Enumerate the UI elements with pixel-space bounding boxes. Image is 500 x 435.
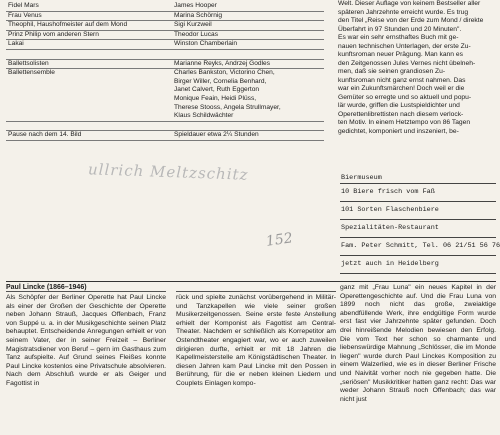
- text-line: kunftsroman nicht ganz ernst nahmen. Das: [338, 76, 466, 84]
- text-line: lär wurde, griffen die Lustspieldichter und: [338, 102, 460, 109]
- actor-name: James Hooper: [174, 2, 217, 9]
- handwritten-number: 152: [265, 230, 294, 250]
- actor-name: Theodor Lucas: [174, 30, 218, 38]
- ad-line: 101 Sorten Flaschenbiere: [340, 202, 496, 220]
- text-line: nauen technischen Unterlagen, der erste Zu-: [338, 42, 471, 50]
- text-line: gedichtet, komponiert und inszeniert, be-: [338, 127, 459, 135]
- role-name: Prinz Philip vom anderen Stern: [8, 30, 99, 38]
- text-line: war ein Zukunftsmärchen! Doch weil er die: [338, 85, 465, 92]
- cast-row: [6, 2, 324, 12]
- role-name: Ballettensemble: [8, 69, 55, 77]
- role-name: Lakai: [8, 40, 24, 48]
- text-line: den Titel „Reise von der Erde zum Mond / direkte: [338, 17, 484, 24]
- text-line: Operettenlibrettisten nach diesem verlock-: [338, 110, 464, 118]
- cast-row: [6, 21, 324, 31]
- bio-title: Paul Lincke (1866–1946): [6, 284, 87, 291]
- text-line: späteren Jahrzehnte erreicht wurde. Es trug: [338, 8, 469, 16]
- role-name: Fidel Mars: [8, 2, 39, 9]
- ensemble-line: Monique Feain, Heidi Plüss,: [174, 94, 257, 102]
- handwritten-note: ullrich Meltzschitz: [87, 160, 249, 184]
- actor-name: Marianne Reyks, Andrzej Godles: [174, 59, 271, 67]
- actor-name: Sigi Kurzweil: [174, 21, 212, 29]
- text-line: ten Motiv. In einem Hetztempo von 86 Tagen: [338, 119, 471, 126]
- ensemble-line: Therese Stooss, Angela Strullmayer,: [174, 103, 281, 111]
- ensemble-line: Charles Bankston, Victorino Chen,: [174, 69, 275, 77]
- spacer: [6, 50, 324, 60]
- cast-row-pause: [6, 131, 324, 141]
- ensemble-line: Birger Willer, Cornelia Benhard,: [174, 77, 267, 85]
- text-line: men, daß sie seinen grandiosen Zu-: [338, 68, 446, 75]
- advertisement: [340, 174, 500, 274]
- ad-line: Biermuseum: [340, 174, 496, 184]
- ad-line: Fam. Peter Schmitt, Tel. 06 21/51 56 76: [340, 238, 496, 256]
- text-line: Gemüter so erregte und so aktuell und popu-: [338, 93, 472, 101]
- bio-column-3: ganz mit „Frau Luna" ein neues Kapitel in der Operettengeschichte auf. Und die Frau Luna von 1899 noch nicht das große, zweiaktige abendfüllende Werk, ihre endgültige Form wurde erst fast vier Jahrzehnte später gefunden. Doch drei hinreißende Melodien bewiesen den Erfolg. Die vom Text her schon so charmante und liebenswürdige Mahnung „Schlösser, die im Monde liegen" wurde durch Paul Linckes Komposition zu einem Walzerlied, wie es in dieser Berliner Frische und Naivität vorher noch nie gegeben hatte. Die „seriösen" Musikkritiker hatten ganz recht: Das war weder Johann Strauß noch Offenbach; das war nicht just: [340, 284, 496, 403]
- cast-row: [6, 40, 324, 50]
- ad-line: jetzt auch in Heidelberg: [340, 256, 496, 274]
- bio-column-1: Als Schöpfer der Berliner Operette hat Paul Lincke als einer der Großen der Geschichte der Operette neben Johann Strauß, Jacques Offenbach, Franz von Suppé u. a. in der Musikgeschichte seinen Platz behauptet. Entscheidende Anregungen erhielt er von seinem Vater, der in seiner Freizeit – Berliner Magistratsdiener von Beruf – gern im Gasthaus zum Tanz aufspielte. Auf Grund seines Fleißes konnte Paul Lincke kostenlos eine Privatschule absolvieren. Nach dem Abschluß wurde er als Geiger und Fagottist in: [6, 294, 166, 387]
- cast-row-soloists: [6, 60, 324, 70]
- cast-row-ensemble: [6, 69, 324, 122]
- text-line: Welt. Dieser Auflage von keinem Bestseller aller: [338, 0, 481, 7]
- ensemble-members: [174, 69, 324, 121]
- text-line: Es war ein sehr ernsthaftes Buch mit ge-: [338, 34, 459, 41]
- column-rule: [176, 291, 336, 292]
- text-line: kunftsroman neuer Prägung. Man kann es: [338, 51, 463, 58]
- pause-label: Pause nach dem 14. Bild: [8, 131, 82, 139]
- ensemble-line: Janet Calvert, Ruth Eggerton: [174, 86, 260, 94]
- ad-line: Spezialitäten-Restaurant: [340, 220, 496, 238]
- section-divider: [6, 281, 496, 282]
- text-line: Überfahrt in 97 Stunden und 20 Minuten".: [338, 25, 462, 33]
- role-name: Ballettsolisten: [8, 59, 49, 67]
- bio-column-2: rück und spielte zunächst vorübergehend in Militär- und Tanzkapellen wie viele seiner großen Musikerzeitgenossen. Seine erste feste Anstellung erhielt der Komponist als Fagottist am Central-Theater. Nachdem er schließlich als Korrepetitor am Ostendtheater engagiert war, wo er auch zuweilen dirigieren durfte, erhielt er mit 18 Jahren die Kapellmeisterstelle am Königstädtischen Theater. In diesen Jahren kam Paul Lincke mit den Possen in Berührung, für die er neben kleinen Liedern und Couplets Einlagen kompo-: [176, 294, 336, 387]
- article-continuation: [338, 0, 496, 136]
- ad-line: 10 Biere frisch vom Faß: [340, 184, 496, 202]
- actor-name: Winston Chamberlain: [174, 40, 238, 48]
- cast-row: [6, 31, 324, 41]
- cast-row: [6, 12, 324, 22]
- actor-name: Marina Schörnig: [174, 11, 223, 19]
- role-name: Frau Venus: [8, 11, 42, 19]
- column-rule: [6, 291, 166, 292]
- duration-label: Spieldauer etwa 2¼ Stunden: [174, 131, 259, 139]
- text-line: den Zeitgenossen Jules Vernes nicht übelneh-: [338, 59, 476, 67]
- ensemble-line: Klaus Schildwächter: [174, 112, 234, 120]
- spacer: [6, 122, 324, 132]
- role-name: Theophil, Haushofmeister auf dem Mond: [8, 21, 128, 29]
- cast-list: [6, 2, 324, 141]
